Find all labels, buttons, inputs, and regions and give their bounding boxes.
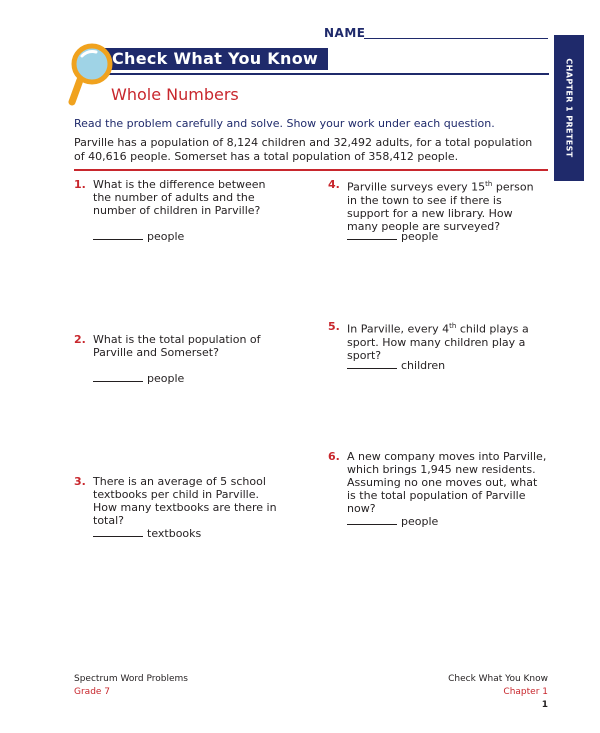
answer-unit: children (401, 359, 446, 372)
page-title: Check What You Know (102, 48, 328, 70)
problem-1 (74, 178, 304, 258)
problem-2 (74, 333, 304, 393)
answer-blank[interactable] (93, 380, 143, 382)
footer-section: Check What You Know (448, 674, 548, 684)
name-line[interactable] (364, 38, 548, 39)
problem-text-part: child plays a sport. How many children play a sport? (347, 322, 529, 362)
problem-text: A new company moves into Parville, which brings 1,945 new residents. Assuming no one moves out, what is the total population of Parville now? (347, 450, 547, 515)
answer-line[interactable] (93, 527, 201, 540)
problem-text-part: Parville surveys every 15 (347, 180, 486, 194)
problem-text: What is the total population of Parville and Somerset? (93, 333, 261, 359)
problem-number: 3. (74, 475, 86, 488)
answer-line[interactable] (347, 515, 438, 528)
answer-blank[interactable] (347, 367, 397, 369)
problem-4 (328, 178, 548, 258)
section-subtitle: Whole Numbers (111, 85, 239, 104)
footer-book-title: Spectrum Word Problems (74, 674, 188, 684)
answer-line[interactable] (347, 359, 445, 372)
problem-5 (328, 320, 548, 380)
problem-text-part: In Parville, every 4 (347, 322, 450, 336)
answer-unit: people (147, 230, 185, 243)
answer-line[interactable] (93, 230, 184, 243)
problem-number: 2. (74, 333, 86, 346)
problem-6 (328, 450, 548, 540)
name-label: NAME (324, 26, 366, 40)
answer-unit: people (401, 515, 439, 528)
answer-unit: people (147, 372, 185, 385)
problem-number: 5. (328, 320, 340, 333)
answer-line[interactable] (347, 230, 438, 243)
ordinal-suffix: th (485, 180, 493, 188)
problem-3 (74, 475, 304, 555)
problem-text (347, 320, 547, 362)
problem-number: 1. (74, 178, 86, 191)
problem-number: 6. (328, 450, 340, 463)
context-paragraph: Parville has a population of 8,124 children and 32,492 adults, for a total population of 40,616 people. Somerset has a total population of 358,412 people. (74, 136, 533, 163)
footer-grade: Grade 7 (74, 687, 111, 697)
problem-text: What is the difference between the number of adults and the number of children in Parville? (93, 178, 266, 217)
ordinal-suffix: th (449, 322, 457, 330)
answer-line[interactable] (93, 372, 184, 385)
problem-number: 4. (328, 178, 340, 191)
answer-blank[interactable] (93, 238, 143, 240)
title-rule (100, 73, 549, 75)
answer-blank[interactable] (93, 535, 143, 537)
answer-unit: people (401, 230, 439, 243)
answer-blank[interactable] (347, 523, 397, 525)
side-tab-label: CHAPTER 1 PRETEST (564, 58, 574, 158)
problem-text: There is an average of 5 school textbooks per child in Parville. How many textbooks are there in total? (93, 475, 277, 527)
answer-unit: textbooks (147, 527, 202, 540)
magnifier-icon (66, 40, 114, 106)
page-number: 1 (541, 700, 548, 710)
footer-chapter: Chapter 1 (503, 687, 548, 697)
answer-blank[interactable] (347, 238, 397, 240)
problem-text-part: person in the town to see if there is support for a new library. How many people are surveyed? (347, 180, 534, 233)
instructions: Read the problem carefully and solve. Show your work under each question. (74, 117, 495, 130)
problem-text (347, 178, 547, 233)
section-divider (74, 169, 548, 171)
chapter-side-tab (554, 35, 584, 181)
